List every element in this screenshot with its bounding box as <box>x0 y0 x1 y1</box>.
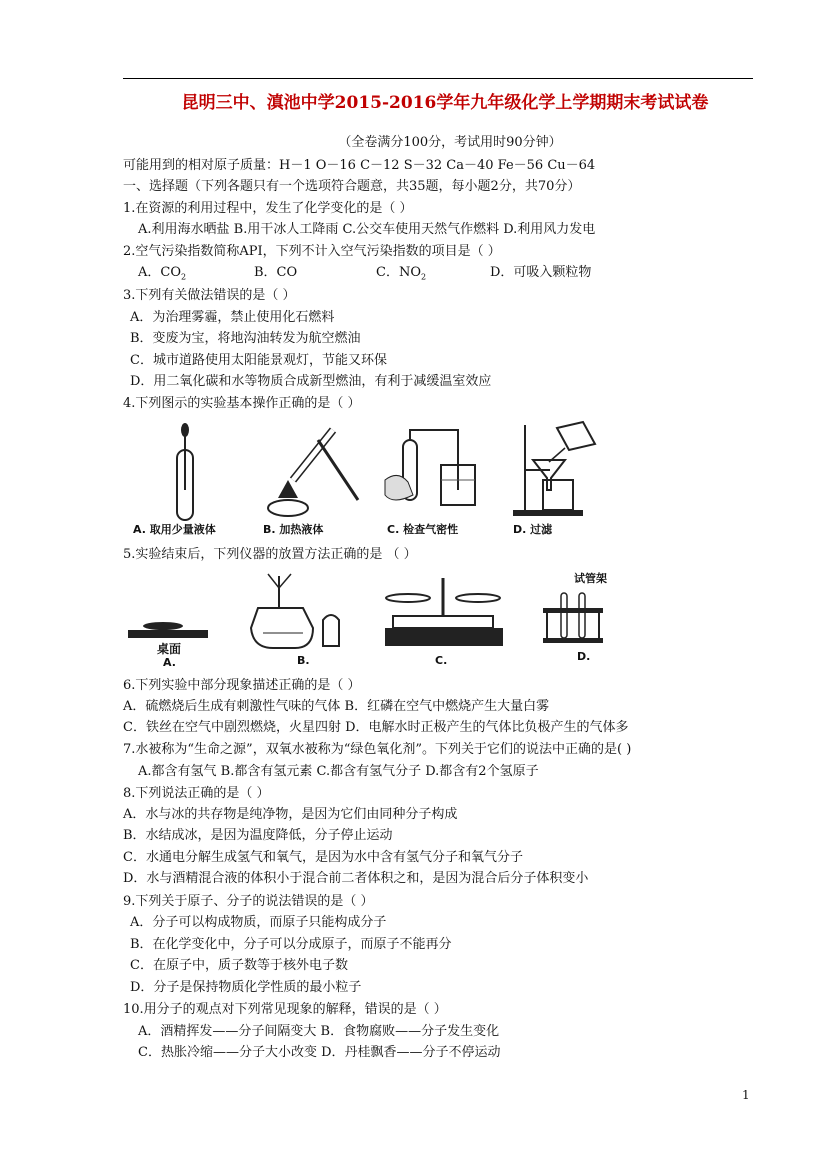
q1-options: A.利用海水晒盐 B.用干冰人工降雨 C.公交车使用天然气作燃料 D.利用风力发电 <box>138 222 596 237</box>
q9-option-a: A．分子可以构成物质，而原子只能构成分子 <box>130 915 387 930</box>
page-title: 昆明三中、滇池中学2015-2016学年九年级化学上学期期末考试试卷 <box>181 93 709 113</box>
q4-caption-c: C. 检查气密性 <box>387 523 459 536</box>
q2-option-d: D．可吸入颗粒物 <box>490 265 592 280</box>
q10-options-ab: A．酒精挥发——分子间隔变大 B．食物腐败——分子发生变化 <box>138 1024 500 1039</box>
q8-option-a: A．水与冰的共存物是纯净物，是因为它们由同种分子构成 <box>123 807 458 822</box>
q5-lab-drawing <box>123 568 613 668</box>
header-rule <box>123 78 753 79</box>
page-subtitle: （全卷满分100分，考试用时90分钟） <box>338 135 562 150</box>
q8-option-b: B．水结成冰，是因为温度降低，分子停止运动 <box>123 828 393 843</box>
q5-desk-label: 桌面 <box>157 642 182 656</box>
q5-stem: 5.实验结束后，下列仪器的放置方法正确的是 （ ） <box>123 547 417 562</box>
q6-options-cd: C．铁丝在空气中剧烈燃烧，火星四射 D．电解水时正极产生的气体比负极产生的气体多 <box>123 720 629 735</box>
q9-stem: 9.下列关于原子、分子的说法错误的是（ ） <box>123 894 374 909</box>
q7-stem: 7.水被称为“生命之源”，双氧水被称为“绿色氧化剂”。下列关于它们的说法中正确的是( ) <box>123 742 632 757</box>
q4-caption-b: B. 加热液体 <box>263 523 324 536</box>
q3-option-a: A．为治理雾霾，禁止使用化石燃料 <box>130 310 335 325</box>
page-number: 1 <box>742 1088 750 1102</box>
section-heading: 一、选择题（下列各题只有一个选项符合题意，共35题，每小题2分，共70分） <box>123 179 581 194</box>
q3-option-c: C．城市道路使用太阳能景观灯，节能又环保 <box>130 353 387 368</box>
q4-filtration-drawing <box>505 420 615 520</box>
q5-caption-d: D. <box>577 650 591 663</box>
q10-options-cd: C．热胀冷缩——分子大小改变 D．丹桂飘香——分子不停运动 <box>138 1045 501 1060</box>
q3-option-b: B．变废为宝，将地沟油转发为航空燃油 <box>130 331 361 346</box>
q4-caption-d: D. 过滤 <box>513 523 553 536</box>
q2-option-a: A．$CO_2$ <box>138 265 187 282</box>
q3-stem: 3.下列有关做法错误的是（ ） <box>123 288 296 303</box>
q4-figure-d <box>505 420 615 540</box>
q4-stem: 4.下列图示的实验基本操作正确的是（ ） <box>123 396 361 411</box>
q9-option-c: C．在原子中，质子数等于核外电子数 <box>130 958 348 973</box>
atomic-mass-line: 可能用到的相对原子质量：H－1 O－16 C－12 S－32 Ca－40 Fe－56 Cu－64 <box>123 158 596 173</box>
q5-rack-label: 试管架 <box>574 572 607 585</box>
q3-option-d: D．用二氧化碳和水等物质合成新型燃油，有利于减缓温室效应 <box>130 374 492 389</box>
q5-caption-b: B. <box>297 654 310 667</box>
q5-figure <box>123 568 613 668</box>
q6-options-ab: A．硫燃烧后生成有刺激性气味的气体 B．红磷在空气中燃烧产生大量白雾 <box>123 699 550 714</box>
q8-option-c: C．水通电分解生成氢气和氧气，是因为水中含有氢气分子和氧气分子 <box>123 850 523 865</box>
q10-stem: 10.用分子的观点对下列常见现象的解释，错误的是（ ） <box>123 1002 447 1017</box>
q4-caption-a: A. 取用少量液体 <box>133 523 216 536</box>
q9-option-b: B．在化学变化中，分子可以分成原子，而原子不能再分 <box>130 937 452 952</box>
q7-options: A.都含有氢气 B.都含有氢元素 C.都含有氢气分子 D.都含有2个氢原子 <box>138 764 539 779</box>
q1-stem: 1.在资源的利用过程中，发生了化学变化的是（ ） <box>123 201 413 216</box>
q6-stem: 6.下列实验中部分现象描述正确的是（ ） <box>123 678 361 693</box>
q2-option-c: C．$NO_2$ <box>376 265 427 282</box>
q2-option-b: B．CO <box>254 265 298 280</box>
q4-figure <box>123 420 483 540</box>
q8-stem: 8.下列说法正确的是（ ） <box>123 786 270 801</box>
q9-option-d: D．分子是保持物质化学性质的最小粒子 <box>130 980 362 995</box>
q5-caption-c: C. <box>435 654 448 667</box>
q5-caption-a: A. <box>163 656 176 669</box>
q2-stem: 2.空气污染指数简称API，下列不计入空气污染指数的项目是（ ） <box>123 244 501 259</box>
q8-option-d: D．水与酒精混合液的体积小于混合前二者体积之和，是因为混合后分子体积变小 <box>123 871 589 886</box>
